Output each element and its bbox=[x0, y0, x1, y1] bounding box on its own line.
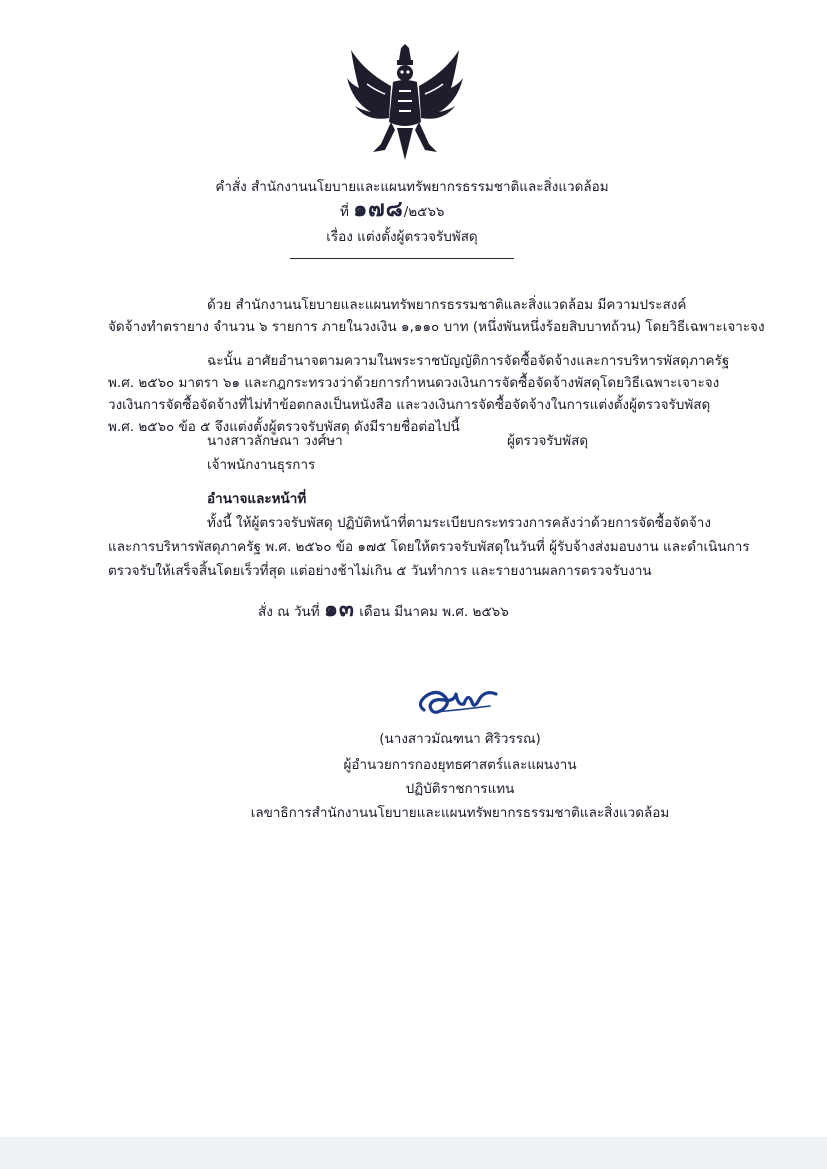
handwritten-signature bbox=[410, 680, 510, 722]
order-date-rest: เดือน มีนาคม พ.ศ. ๒๕๖๖ bbox=[359, 604, 509, 620]
garuda-emblem bbox=[345, 44, 465, 162]
signatory-name: (นางสาวมัณฑนา ศิริวรรณ) bbox=[379, 731, 541, 747]
para1-line1: ด้วย สำนักงานนโยบายและแผนทรัพยากรธรรมชาติและสิ่งแวดล้อม มีความประสงค์ bbox=[207, 297, 687, 313]
para1-line2: จัดจ้างทำตรายาง จำนวน ๖ รายการ ภายในวงเงิน ๑,๑๑๐ บาท (หนึ่งพันหนึ่งร้อยสิบบาทถ้วน) โดยวิธีเฉพาะเจาะจง bbox=[108, 319, 765, 335]
inspector-position: เจ้าพนักงานธุรการ bbox=[207, 457, 316, 473]
signatory-position2: ปฏิบัติราชการแทน bbox=[405, 781, 515, 797]
para2-line2: พ.ศ. ๒๕๖๐ มาตรา ๖๑ และกฎกระทรวงว่าด้วยการกำหนดวงเงินการจัดซื้อจัดจ้างพัสดุโดยวิธีเฉพาะเจาะจง bbox=[108, 375, 720, 391]
page-bottom-tint bbox=[0, 1137, 827, 1169]
order-date-day-handwritten: ๑๓ bbox=[323, 596, 355, 622]
order-number bbox=[340, 196, 445, 222]
inspector-role: ผู้ตรวจรับพัสดุ bbox=[507, 433, 589, 449]
duty-heading: อำนาจและหน้าที่ bbox=[207, 491, 307, 507]
para2-line1: ฉะนั้น อาศัยอำนาจตามความในพระราชบัญญัติการจัดซื้อจัดจ้างและการบริหารพัสดุภาครัฐ bbox=[207, 353, 730, 369]
inspector-name: นางสาวลักษณา วงศ์ษา bbox=[207, 433, 343, 449]
order-number-suffix: /๒๕๖๖ bbox=[403, 204, 445, 220]
signatory-position1: ผู้อำนวยการกองยุทธศาสตร์และแผนงาน bbox=[343, 757, 577, 773]
order-number-prefix: ที่ bbox=[340, 204, 349, 220]
order-subject: เรื่อง แต่งตั้งผู้ตรวจรับพัสดุ bbox=[326, 229, 478, 245]
header-divider bbox=[290, 258, 514, 259]
signatory-position3: เลขาธิการสำนักงานนโยบายและแผนทรัพยากรธรรมชาติและสิ่งแวดล้อม bbox=[250, 805, 670, 821]
order-title: คำสั่ง สำนักงานนโยบายและแผนทรัพยากรธรรมชาติและสิ่งแวดล้อม bbox=[215, 179, 609, 195]
para3-line3: ตรวจรับให้เสร็จสิ้นโดยเร็วที่สุด แต่อย่างช้าไม่เกิน ๕ วันทำการ และรายงานผลการตรวจรับงาน bbox=[108, 563, 652, 579]
para2-line4: พ.ศ. ๒๕๖๐ ข้อ ๕ จึงแต่งตั้งผู้ตรวจรับพัสดุ ดังมีรายชื่อต่อไปนี้ bbox=[108, 419, 460, 435]
para2-line3: วงเงินการจัดซื้อจัดจ้างที่ไม่ทำข้อตกลงเป็นหนังสือ และวงเงินการจัดซื้อจัดจ้างในการแต่งตั้งผู้ตรวจรับพัสดุ bbox=[108, 397, 711, 413]
order-date-prefix: สั่ง ณ วันที่ bbox=[258, 604, 320, 620]
para3-line1: ทั้งนี้ ให้ผู้ตรวจรับพัสดุ ปฏิบัติหน้าที่ตามระเบียบกระทรวงการคลังว่าด้วยการจัดซื้อจัดจ้าง bbox=[207, 515, 711, 531]
order-number-handwritten: ๑๗๘ bbox=[353, 196, 404, 222]
para3-line2: และการบริหารพัสดุภาครัฐ พ.ศ. ๒๕๖๐ ข้อ ๑๗๕ โดยให้ตรวจรับพัสดุในวันที่ ผู้รับจ้างส่งมอบงาน และดำเนินการ bbox=[108, 539, 750, 555]
order-date bbox=[258, 596, 509, 622]
